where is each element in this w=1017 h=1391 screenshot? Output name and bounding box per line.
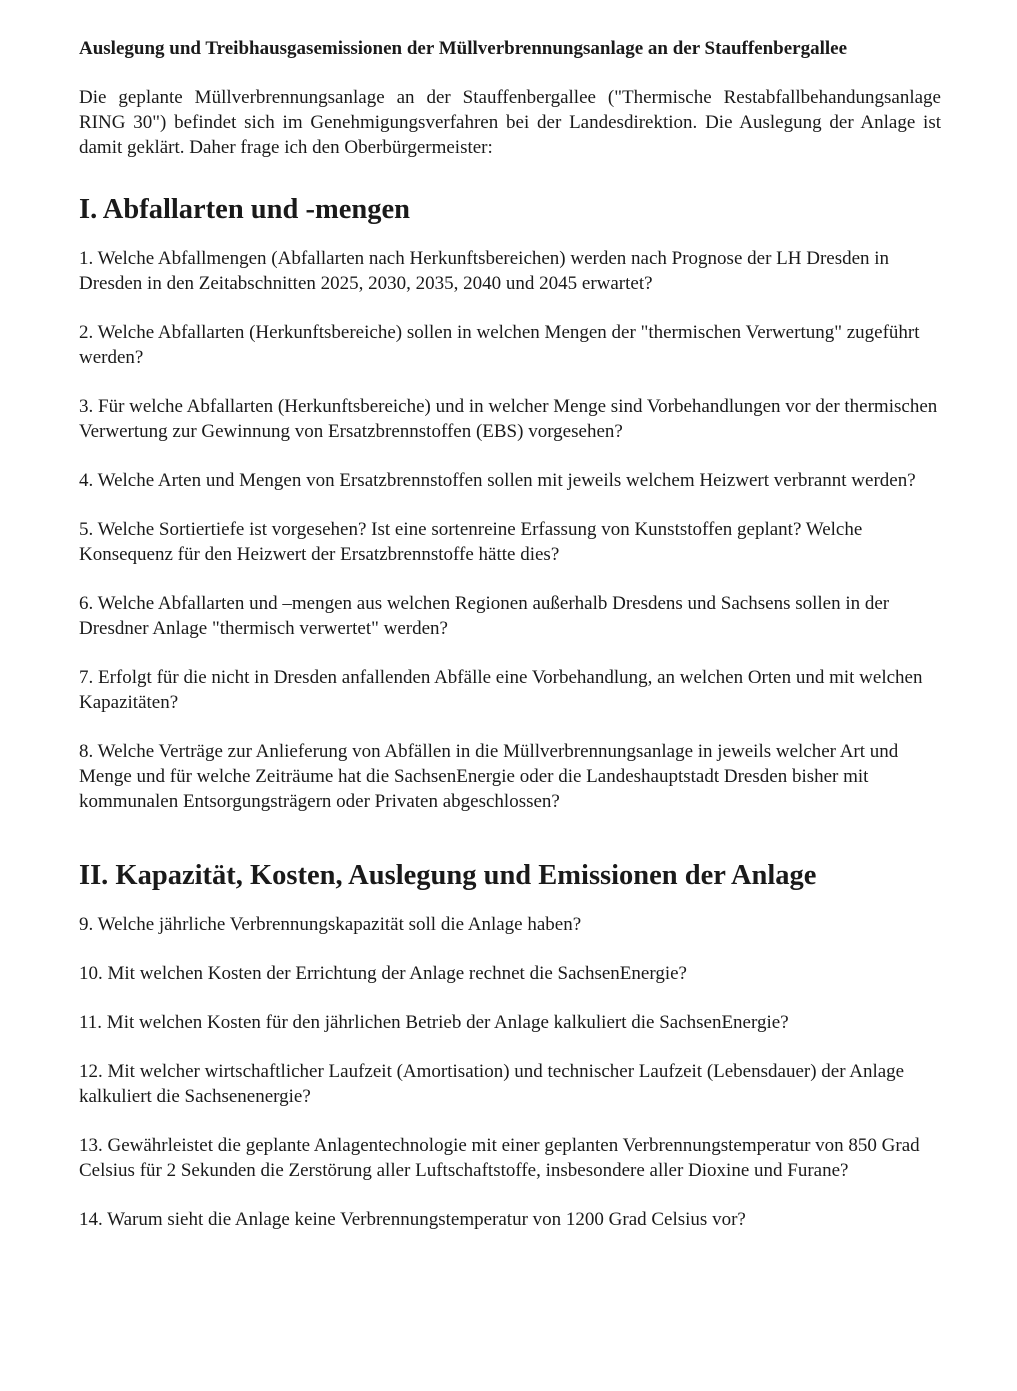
question-14: 14. Warum sieht die Anlage keine Verbrennungstemperatur von 1200 Grad Celsius vor?	[79, 1209, 746, 1230]
intro-paragraph: Die geplante Müllverbrennungsanlage an der Stauffenbergallee ("Thermische Restabfallbehandungsanlage RING 30") befindet sich im Genehmigungsverfahren bei der Landesdirektion. Die Auslegung der Anlage ist damit geklärt. Daher frage ich den Oberbürgermeister:	[79, 87, 941, 158]
question-1: 1. Welche Abfallmengen (Abfallarten nach Herkunftsbereichen) werden nach Prognose der LH Dresden in Dresden in den Zeitabschnitten 2025, 2030, 2035, 2040 und 2045 erwartet?	[79, 248, 890, 294]
question-2: 2. Welche Abfallarten (Herkunftsbereiche) sollen in welchen Mengen der "thermischen Verwertung" zugeführt werden?	[79, 322, 920, 368]
question-7: 7. Erfolgt für die nicht in Dresden anfallenden Abfälle eine Vorbehandlung, an welchen Orten und mit welchen Kapazitäten?	[79, 667, 923, 713]
question-4: 4. Welche Arten und Mengen von Ersatzbrennstoffen sollen mit jeweils welchem Heizwert verbrannt werden?	[79, 470, 916, 491]
document-title: Auslegung und Treibhausgasemissionen der Müllverbrennungsanlage an der Stauffenbergallee	[79, 38, 848, 59]
question-12: 12. Mit welcher wirtschaftlicher Laufzeit (Amortisation) und technischer Laufzeit (Lebensdauer) der Anlage kalkuliert die Sachsenenergie?	[79, 1061, 905, 1107]
question-13: 13. Gewährleistet die geplante Anlagentechnologie mit einer geplanten Verbrennungstemperatur von 850 Grad Celsius für 2 Sekunden die Zerstörung aller Luftschaftstoffe, insbesondere aller Dioxine und Furane?	[79, 1135, 920, 1181]
question-3: 3. Für welche Abfallarten (Herkunftsbereiche) und in welcher Menge sind Vorbehandlungen vor der thermischen Verwertung zur Gewinnung von Ersatzbrennstoffen (EBS) vorgesehen?	[79, 396, 938, 442]
question-6: 6. Welche Abfallarten und –mengen aus welchen Regionen außerhalb Dresdens und Sachsens sollen in der Dresdner Anlage "thermisch verwertet" werden?	[79, 593, 890, 639]
question-9: 9. Welche jährliche Verbrennungskapazität soll die Anlage haben?	[79, 914, 582, 935]
question-5: 5. Welche Sortiertiefe ist vorgesehen? Ist eine sortenreine Erfassung von Kunststoffen geplant? Welche Konsequenz für den Heizwert der Ersatzbrennstoffe hätte dies?	[79, 519, 863, 565]
question-11: 11. Mit welchen Kosten für den jährlichen Betrieb der Anlage kalkuliert die SachsenEnergie?	[79, 1012, 789, 1033]
question-10: 10. Mit welchen Kosten der Errichtung der Anlage rechnet die SachsenEnergie?	[79, 963, 687, 984]
question-8: 8. Welche Verträge zur Anlieferung von Abfällen in die Müllverbrennungsanlage in jeweils welcher Art und Menge und für welche Zeiträume hat die SachsenEnergie oder die Landeshauptstadt Dresden bisher mit kommunalen Entsorgungsträgern oder Privaten abgeschlossen?	[79, 741, 899, 812]
section-heading-abfallarten: I. Abfallarten und -mengen	[79, 194, 410, 225]
document-page	[79, 36, 941, 1232]
section-heading-kapazitaet: II. Kapazität, Kosten, Auslegung und Emissionen der Anlage	[79, 860, 817, 891]
